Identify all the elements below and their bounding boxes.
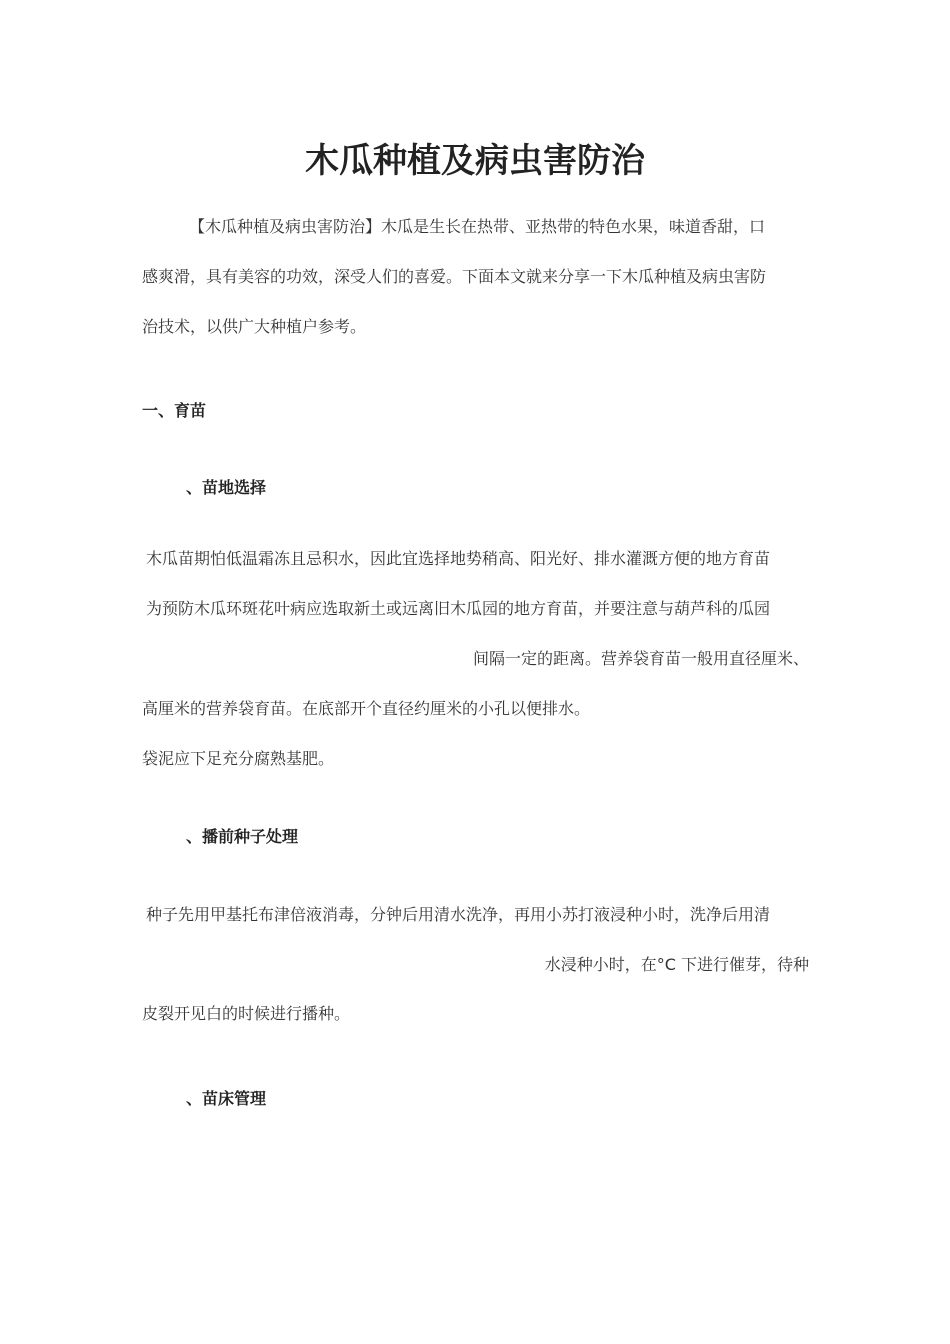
paragraph-line: 水浸种小时，在°C 下进行催芽，待种 [544, 955, 809, 974]
subsection-heading: 、苗床管理 [186, 1089, 267, 1108]
paragraph-line: 高厘米的营养袋育苗。在底部开个直径约厘米的小孔以便排水。 [142, 699, 591, 718]
paragraph-line: 皮裂开见白的时候进行播种。 [142, 1004, 351, 1023]
paragraph-line: 木瓜苗期怕低温霜冻且忌积水，因此宜选择地势稍高、阳光好、排水灌溉方便的地方育苗 [146, 549, 771, 568]
intro-line: 感爽滑，具有美容的功效，深受人们的喜爱。下面本文就来分享一下木瓜种植及病虫害防 [142, 267, 767, 286]
subsection-heading: 、苗地选择 [186, 478, 267, 497]
intro-line: 【木瓜种植及病虫害防治】木瓜是生长在热带、亚热带的特色水果，味道香甜，口 [189, 217, 766, 236]
paragraph-line: 种子先用甲基托布津倍液消毒，分钟后用清水洗净，再用小苏打液浸种小时，洗净后用清 [146, 905, 771, 924]
section-heading: 一、育苗 [142, 401, 207, 420]
subsection-heading: 、播前种子处理 [186, 827, 299, 846]
intro-line: 治技术，以供广大种植户参考。 [142, 317, 367, 336]
paragraph-line: 为预防木瓜环斑花叶病应选取新土或远离旧木瓜园的地方育苗，并要注意与葫芦科的瓜园 [146, 599, 771, 618]
paragraph-line: 间隔一定的距离。营养袋育苗一般用直径厘米、 [472, 649, 809, 668]
paragraph-line: 袋泥应下足充分腐熟基肥。 [142, 749, 335, 768]
page-title: 木瓜种植及病虫害防治 [305, 141, 645, 181]
